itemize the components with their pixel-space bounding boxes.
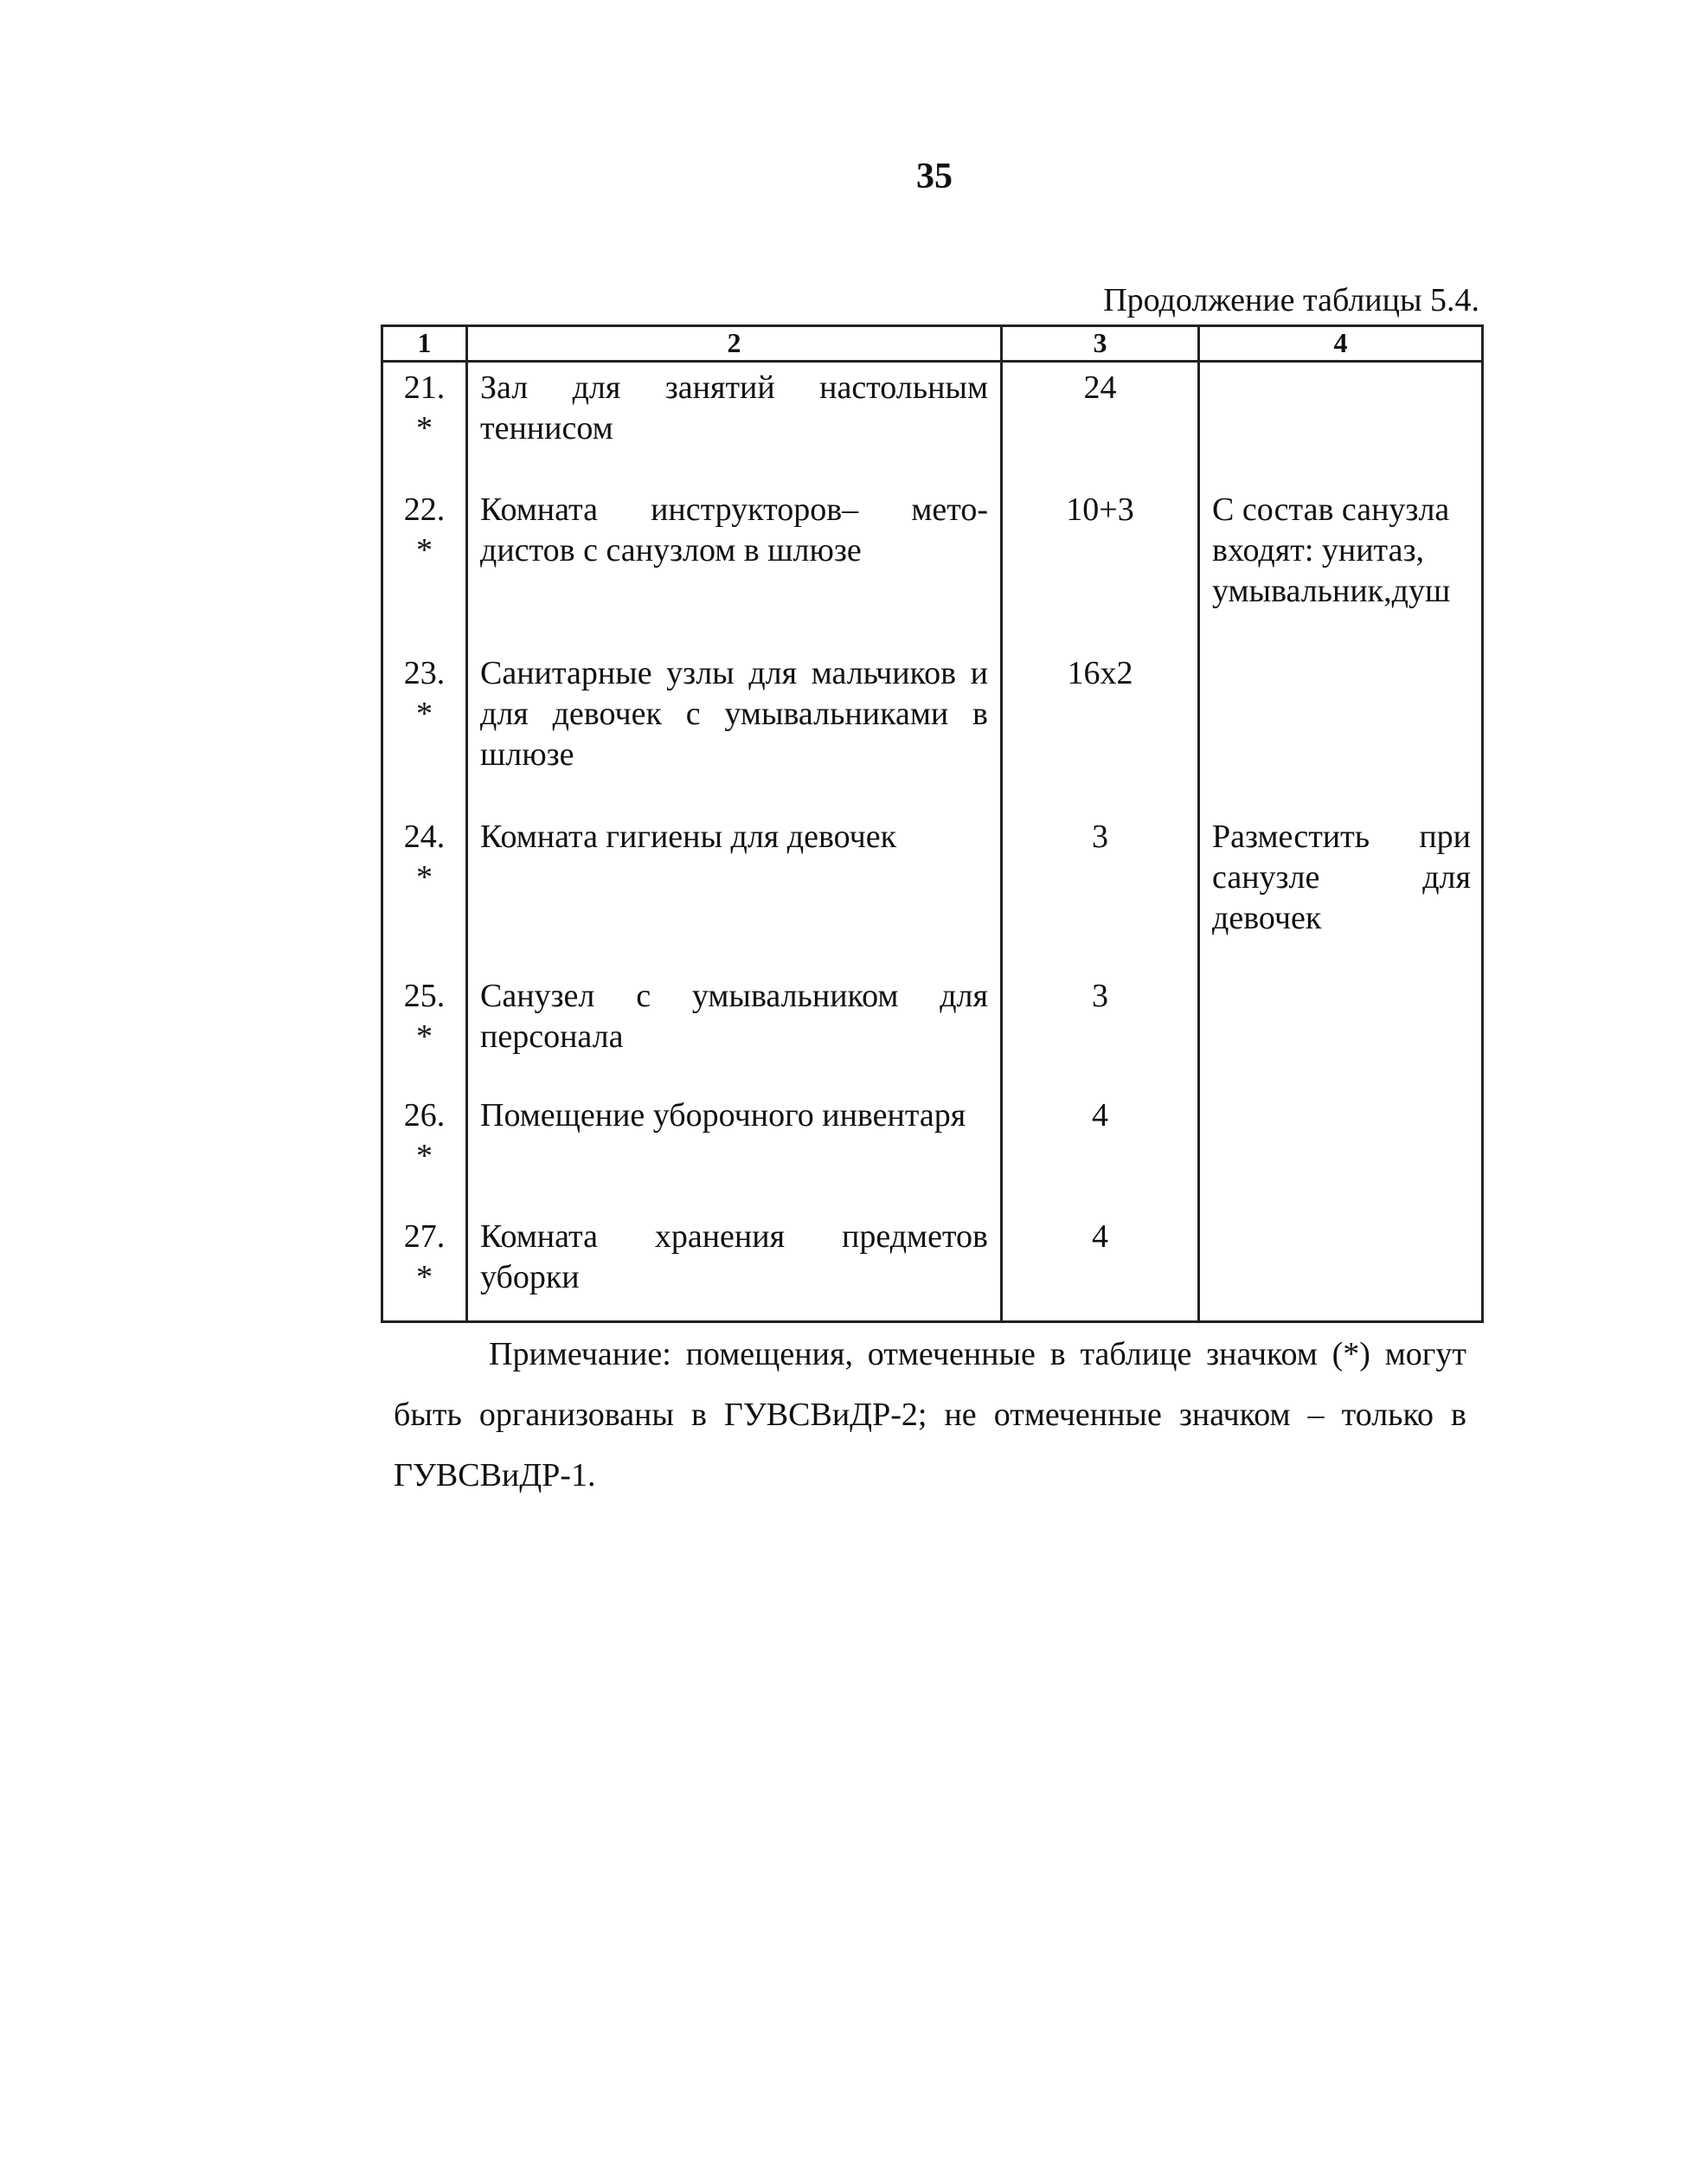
- room-note: [1199, 362, 1483, 485]
- room-note: С состав санузла входят: унитаз, умывальник,душ: [1199, 485, 1483, 648]
- table-row: [382, 362, 1483, 485]
- room-note: Разместить при санузле для девочек: [1199, 812, 1483, 971]
- room-area: 3: [1002, 812, 1199, 971]
- rooms-table: [381, 324, 1484, 1323]
- room-name: Комната хранения предметов уборки: [467, 1211, 1002, 1322]
- row-number: 21.: [403, 369, 446, 406]
- row-number-cell: [382, 971, 467, 1090]
- room-note: [1199, 1211, 1483, 1322]
- room-name: Комната гигиены для девочек: [467, 812, 1002, 971]
- asterisk-mark: *: [416, 1137, 433, 1174]
- asterisk-mark: *: [416, 858, 433, 896]
- header-col-3: 3: [1002, 326, 1199, 362]
- header-col-2: 2: [467, 326, 1002, 362]
- header-col-4: 4: [1199, 326, 1483, 362]
- footnote: Примечание: помещения, отмеченные в таблице значком (*) могут быть организованы в ГУВСВиДР-2; не отмеченные значком – только в ГУВСВиДР-1.: [394, 1336, 1466, 1493]
- row-number-cell: [382, 485, 467, 648]
- row-number-cell: [382, 362, 467, 485]
- row-number-cell: [382, 648, 467, 812]
- table-row: [382, 812, 1483, 971]
- room-name: Зал для занятий настольным теннисом: [467, 362, 1002, 485]
- row-number: 23.: [403, 654, 446, 691]
- room-area: 16х2: [1002, 648, 1199, 812]
- room-area: 10+3: [1002, 485, 1199, 648]
- table-row: [382, 1090, 1483, 1211]
- room-note: [1199, 971, 1483, 1090]
- room-name: Комната инструкторов– мето-дистов с санузлом в шлюзе: [467, 485, 1002, 648]
- asterisk-mark: *: [416, 1018, 433, 1055]
- asterisk-mark: *: [416, 410, 433, 446]
- room-note: [1199, 1090, 1483, 1211]
- row-number-cell: [382, 1211, 467, 1322]
- room-name: Санузел с умывальником для персонала: [467, 971, 1002, 1090]
- table-row: [382, 485, 1483, 648]
- header-col-1: 1: [382, 326, 467, 362]
- row-number: 25.: [403, 977, 446, 1014]
- row-number: 27.: [403, 1217, 446, 1255]
- table-caption: Продолжение таблицы 5.4.: [1103, 282, 1479, 318]
- row-number: 24.: [403, 818, 446, 855]
- row-number: 22.: [403, 491, 446, 528]
- room-name: Помещение уборочного инвентаря: [467, 1090, 1002, 1211]
- table-row: [382, 648, 1483, 812]
- row-number-cell: [382, 812, 467, 971]
- room-name: Санитарные узлы для мальчиков и для девочек с умывальниками в шлюзе: [467, 648, 1002, 812]
- table-row: [382, 1211, 1483, 1322]
- room-area: 4: [1002, 1090, 1199, 1211]
- row-number: 26.: [403, 1096, 446, 1134]
- asterisk-mark: *: [416, 531, 433, 568]
- row-number-cell: [382, 1090, 467, 1211]
- room-area: 24: [1002, 362, 1199, 485]
- asterisk-mark: *: [416, 1258, 433, 1295]
- asterisk-mark: *: [416, 695, 433, 732]
- room-area: 3: [1002, 971, 1199, 1090]
- page-number: 35: [916, 157, 953, 196]
- room-area: 4: [1002, 1211, 1199, 1322]
- table-row: [382, 971, 1483, 1090]
- table-header-row: [382, 326, 1483, 362]
- room-note: [1199, 648, 1483, 812]
